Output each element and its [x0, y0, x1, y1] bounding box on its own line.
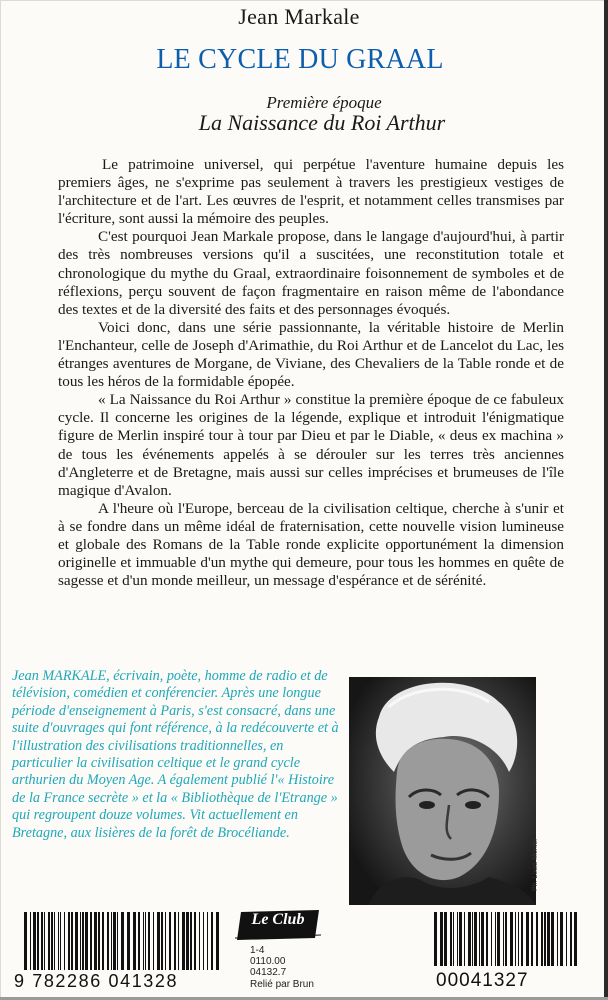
publisher-code: 04132.7 — [250, 967, 287, 978]
barcode-bar — [440, 912, 443, 966]
barcode-bar — [138, 912, 140, 970]
barcode-bar — [186, 912, 189, 970]
reference-barcode — [432, 912, 582, 968]
isbn-barcode — [22, 912, 222, 976]
barcode-bar — [536, 912, 538, 966]
barcode-bar — [505, 912, 507, 966]
barcode-bar — [153, 912, 154, 970]
blurb-paragraph: C'est pourquoi Jean Markale propose, dans le langage d'aujourd'hui, à partir des très nombreuses versions qu'il a suscitées, une reconstitution totale et chronologique du mythe du Graal, extraordinaire foisonnement de symboles et de réflexions, perçu souvent de façon fragmentaire en raison même de l'abondance des textes et de la diversité des faits et des personnages évoqués. — [58, 228, 564, 318]
author-bio-text: Jean MARKALE, écrivain, poète, homme de radio et de télévision, comédien et conférencier. Après une longue période d'enseignement à Paris, s'est consacré, dans une suite d'ouvrages qui font référence, à la redécouverte et à l'illustration des civilisations traditionnelles, en particulier la civilisation celtique et le grand cycle arthurien du Moyen Age. A également publié l'« Histoire de la France secrète » et la « Bibliothèque de l'Etrange » qui regroupent douze volumes. Vit actuellement en Bretagne, aux lisières de la forêt de Brocéliande. — [12, 668, 339, 841]
barcode-bar — [90, 912, 92, 970]
barcode-bar — [518, 912, 519, 966]
barcode-bar — [169, 912, 171, 970]
barcode-bar — [557, 912, 558, 966]
publisher-code: 0110.00 — [250, 956, 286, 967]
barcode-bar — [80, 912, 81, 970]
barcode-bar — [453, 912, 454, 966]
barcode-bar — [531, 912, 533, 966]
barcode-bar — [182, 912, 185, 970]
barcode-bar — [468, 912, 471, 966]
barcode-bar — [211, 912, 213, 970]
barcode-bar — [574, 912, 577, 966]
barcode-bar — [491, 912, 492, 966]
barcode-bar — [94, 912, 97, 970]
isbn-number: 9 782286 041328 — [14, 971, 179, 991]
author-bio — [12, 668, 342, 842]
barcode-bar — [515, 912, 516, 966]
barcode-bar — [48, 912, 50, 970]
barcode-bar — [54, 912, 55, 970]
barcode-bar — [503, 912, 504, 966]
barcode-bar — [44, 912, 45, 970]
barcode-bar — [481, 912, 484, 966]
barcode-bar — [434, 912, 437, 966]
barcode-bar — [194, 912, 196, 970]
barcode-bar — [30, 912, 31, 970]
photo-credit: Ph. Louis Monier — [532, 838, 539, 892]
barcode-bar — [521, 912, 523, 966]
publisher-logo — [233, 908, 323, 942]
barcode-bar — [133, 912, 136, 970]
blurb-paragraph: A l'heure où l'Europe, berceau de la civilisation celtique, cherche à s'unir et à se fondre dans un même idéal de fraternisation, cette nouvelle vision lumineuse et globale des Romans de la Table ronde explicite opportunément la dimension originelle et immuable d'un mythe qui demeure, pour tous les hommes en quête de sagesse et d'un monde meilleur, un message d'espérance et de sérénité. — [58, 499, 564, 590]
barcode-bar — [457, 912, 458, 966]
barcode-bar — [526, 912, 529, 966]
barcode-bar — [113, 912, 116, 970]
book-subtitle: La Naissance du Roi Arthur — [198, 110, 446, 135]
barcode-bar — [174, 912, 176, 970]
barcode-bar — [161, 912, 163, 970]
barcode-bar — [199, 912, 200, 970]
barcode-bar — [497, 912, 500, 966]
binding-label: Relié par Brun — [250, 979, 314, 990]
barcode-bar — [111, 912, 112, 970]
barcode-bar — [203, 912, 204, 970]
barcode-bar — [148, 912, 150, 970]
blurb-paragraph: « La Naissance du Roi Arthur » constitue la première époque de ce fabuleux cycle. Il concerne les origines de la légende, explique et introduit l'énigmatique figure de Merlin inspiré tour à tour par Dieu et par le Diable, « deus ex machina » de tous les événements appelés à se dérouler sur les terres très anciennes d'Angleterre et de Bretagne, mais aussi sur celles imprécises et brumeuses de l'île magique d'Avalon. — [58, 391, 564, 499]
barcode-bar — [165, 912, 166, 970]
barcode-bar — [216, 912, 219, 970]
barcode-bar — [190, 912, 192, 970]
barcode-bar — [547, 912, 550, 966]
cover-edge-right — [604, 0, 608, 1000]
barcode-bar — [68, 912, 70, 970]
barcode-bar — [102, 912, 104, 970]
barcode-bar — [24, 912, 27, 970]
barcode-bar — [107, 912, 109, 970]
barcode-bar — [85, 912, 88, 970]
barcode-bar — [157, 912, 160, 970]
barcode-bar — [495, 912, 496, 966]
barcode-bar — [98, 912, 100, 970]
barcode-bar — [143, 912, 144, 970]
author-portrait-drawing — [349, 677, 536, 905]
barcode-bar — [570, 912, 572, 966]
barcode-bar — [82, 912, 84, 970]
barcode-bar — [464, 912, 465, 966]
barcode-bar — [566, 912, 567, 966]
reference-number: 00041327 — [436, 970, 529, 991]
barcode-bar — [544, 912, 546, 966]
blurb-paragraph: Le patrimoine universel, qui perpétue l'aventure humaine depuis les premiers âges, ne s'exprime pas seulement à travers les prestigieux vestiges de l'architecture et de l'art. Les œuvres de l'esprit, et notamment celles transmises par l'écriture, sont aussi la mémoire des peuples. — [58, 156, 564, 228]
barcode-bar — [207, 912, 208, 970]
barcode-bar — [33, 912, 36, 970]
barcode-bar — [444, 912, 447, 966]
author-name: Jean Markale — [238, 4, 360, 29]
barcode-bar — [121, 912, 124, 970]
barcode-bar — [474, 912, 477, 966]
barcode-bar — [64, 912, 65, 970]
barcode-bar — [450, 912, 452, 966]
barcode-bar — [58, 912, 59, 970]
blurb-paragraph: Voici donc, dans une série passionnante, la véritable histoire de Merlin l'Enchanteur, celle de Joseph d'Arimathie, du Roi Arthur et de Lancelot du Lac, les étranges aventures de Morgane, de Viviane, des Chevaliers de la Table ronde et de tous les héros de la formidable épopée. — [58, 318, 564, 391]
barcode-bar — [127, 912, 130, 970]
author-photo — [349, 677, 536, 905]
barcode-bar — [178, 912, 179, 970]
publisher-logo-text: Le Club — [251, 911, 305, 928]
barcode-bar — [479, 912, 480, 966]
barcode-bar — [60, 912, 61, 970]
barcode-bar — [145, 912, 146, 970]
barcode-bar — [551, 912, 554, 966]
barcode-bar — [560, 912, 563, 966]
barcode-bar — [117, 912, 118, 970]
barcode-bar — [541, 912, 543, 966]
barcode-bar — [71, 912, 73, 970]
epoch-label: Première époque — [266, 93, 382, 112]
blurb-text — [58, 156, 564, 590]
barcode-bar — [459, 912, 462, 966]
barcode-bar — [472, 912, 473, 966]
barcode-bar — [37, 912, 39, 970]
publisher-code: 1-4 — [250, 945, 265, 956]
barcode-bar — [51, 912, 53, 970]
book-title: LE CYCLE DU GRAAL — [156, 44, 444, 75]
barcode-bar — [41, 912, 43, 970]
barcode-bar — [486, 912, 488, 966]
barcode-bar — [510, 912, 513, 966]
barcode-bar — [75, 912, 78, 970]
